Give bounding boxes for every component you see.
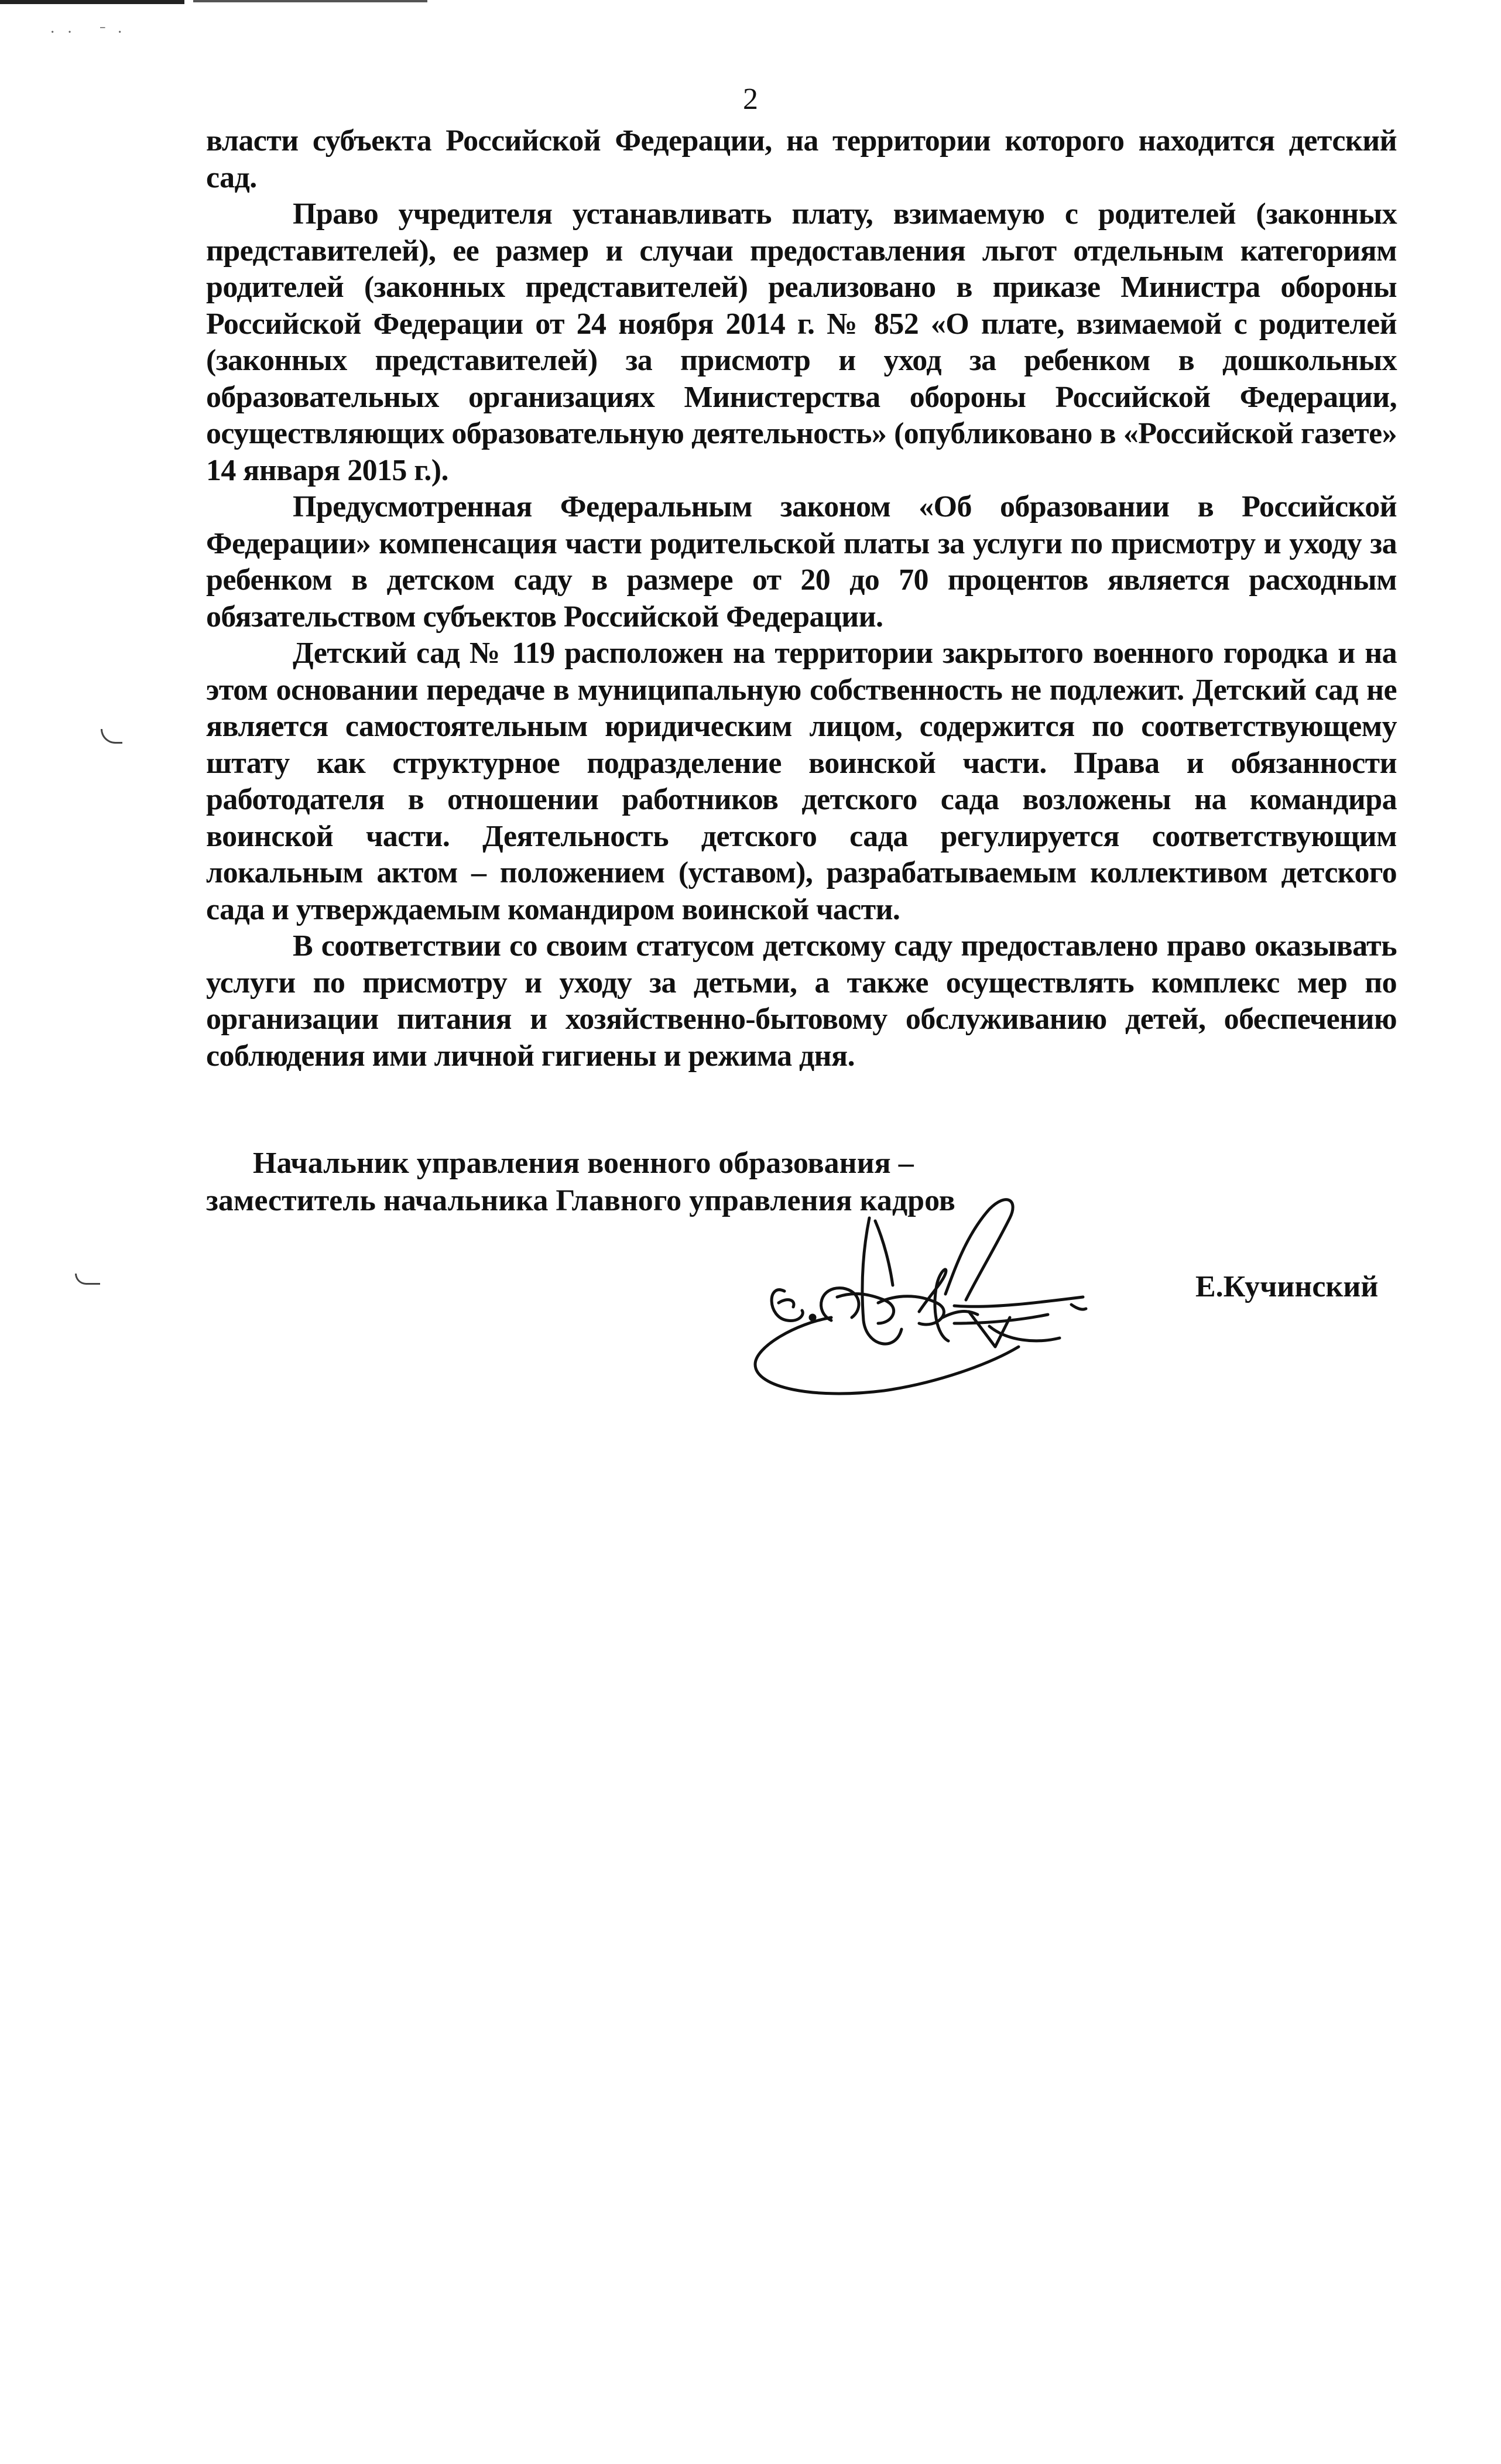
scan-specks: ·· ˉ· — [50, 23, 135, 42]
paragraph: Детский сад № 119 расположен на территории закрытого военного городка и на этом основании передаче в муниципальную собственность не подлежит. Детский сад не является самостоятельным юридическим лицом, содержится по соответствующему штату как структурное подразделение воинской части. Права и обязанности работодателя в отношении работников детского сада возложены на командира воинской части. Деятельность детского сада регулируется соответствующим локальным актом – положением (уставом), разрабатываемым коллективом детского сада и утверждаемым командиром воинской части. — [206, 636, 1397, 926]
paragraph: Право учредителя устанавливать плату, взимаемую с родителей (законных представителей), ее размер и случаи предоставления льгот отдельным категориям родителей (законных представителей) реализовано в приказе Министра обороны Российской Федерации от 24 ноября 2014 г. № 852 «О плате, взимаемой с родителей (законных представителей) за присмотр и уход за ребенком в дошкольных образовательных организациях Министерства обороны Российской Федерации, осуществляющих образовательную деятельность» (опубликовано в «Российской газете» 14 января 2015 г.). — [206, 197, 1397, 487]
page-number: 2 — [743, 83, 758, 116]
handwritten-signature — [743, 1177, 1165, 1405]
margin-pencil-mark — [75, 1274, 100, 1285]
position-line: Начальник управления военного образования – — [253, 1147, 914, 1180]
letter-body — [206, 123, 1397, 1074]
margin-pencil-mark — [101, 729, 122, 744]
scan-edge-mark — [0, 0, 184, 4]
signatory-name: Е.Кучинский — [1195, 1270, 1379, 1303]
scan-edge-mark — [193, 0, 427, 2]
position-line: заместитель начальника Главного управления кадров — [206, 1184, 955, 1217]
paragraph: Предусмотренная Федеральным законом «Об образовании в Российской Федерации» компенсация части родительской платы за услуги по присмотру и уходу за ребенком в детском саду в размере от 20 до 70 процентов является расходным обязательством субъектов Российской Федерации. — [206, 490, 1397, 634]
paragraph: власти субъекта Российской Федерации, на территории которого находится детский сад. — [206, 124, 1397, 194]
paragraph: В соответствии со своим статусом детскому саду предоставлено право оказывать услуги по присмотру и уходу за детьми, а также осуществлять комплекс мер по организации питания и хозяйственно-бытовому обслуживанию детей, обеспечению соблюдения ими личной гигиены и режима дня. — [206, 929, 1397, 1073]
